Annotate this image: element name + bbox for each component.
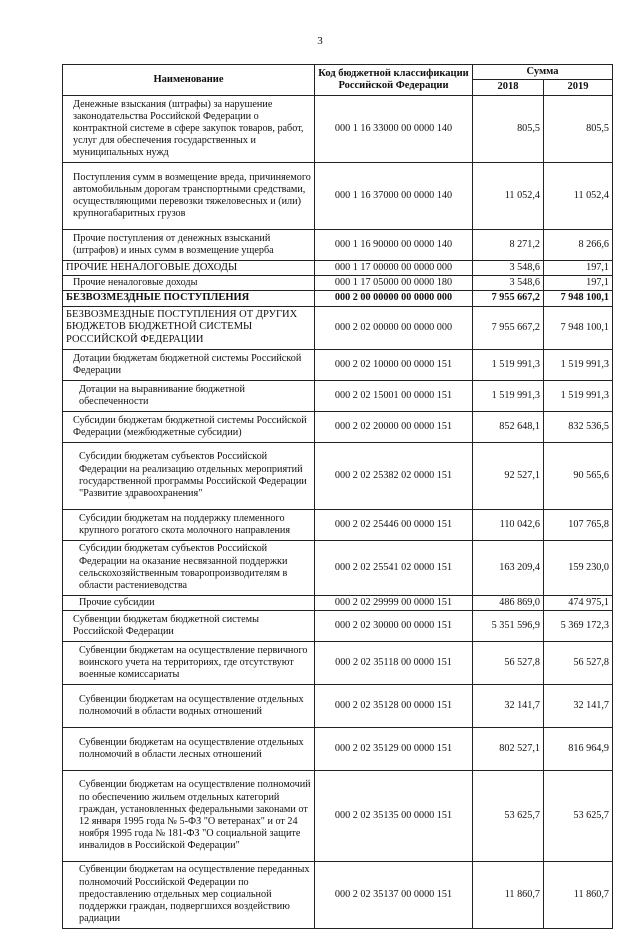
row-name: Субсидии бюджетам бюджетной системы Российской Федерации (межбюджетные субсидии) [63, 411, 315, 442]
row-name: Поступления сумм в возмещение вреда, причиняемого автомобильным дорогам транспортными средствами, осуществляющими перевозки тяжеловесных и (или) крупногабаритных грузов [63, 162, 315, 229]
page-number: 3 [317, 35, 323, 47]
row-value-2019: 832 536,5 [544, 411, 613, 442]
row-value-2018: 5 351 596,9 [473, 610, 544, 641]
row-value-2019: 474 975,1 [544, 595, 613, 610]
row-code: 000 2 02 15001 00 0000 151 [315, 380, 473, 411]
row-name: БЕЗВОЗМЕЗДНЫЕ ПОСТУПЛЕНИЯ [63, 291, 315, 306]
header-name: Наименование [63, 65, 315, 96]
row-value-2018: 3 548,6 [473, 260, 544, 275]
header-year-2019: 2019 [544, 80, 613, 95]
table-row [63, 349, 613, 380]
row-name: Прочие неналоговые доходы [63, 276, 315, 291]
row-value-2019: 1 519 991,3 [544, 349, 613, 380]
row-value-2019: 5 369 172,3 [544, 610, 613, 641]
row-value-2018: 852 648,1 [473, 411, 544, 442]
row-value-2018: 56 527,8 [473, 641, 544, 684]
table-row [63, 770, 613, 861]
row-code: 000 1 17 00000 00 0000 000 [315, 260, 473, 275]
table-row [63, 684, 613, 727]
row-name: Субвенции бюджетам на осуществление полномочий по обеспечению жильем отдельных категорий граждан, установленных федеральными законами от 12 января 1995 года № 5-ФЗ "О ветеранах" и от 24 ноября 1995 года № 181-ФЗ "О социальной защите инвалидов в Российской Федерации" [63, 770, 315, 861]
row-code: 000 2 02 29999 00 0000 151 [315, 595, 473, 610]
row-name: Субвенции бюджетам на осуществление отдельных полномочий в области лесных отношений [63, 727, 315, 770]
row-name: Дотации на выравнивание бюджетной обеспеченности [63, 380, 315, 411]
row-code: 000 1 17 05000 00 0000 180 [315, 276, 473, 291]
row-code: 000 2 02 35135 00 0000 151 [315, 770, 473, 861]
header-year-2018: 2018 [473, 80, 544, 95]
row-value-2018: 110 042,6 [473, 509, 544, 540]
row-code: 000 2 02 35129 00 0000 151 [315, 727, 473, 770]
row-value-2019: 7 948 100,1 [544, 291, 613, 306]
row-code: 000 2 02 25541 02 0000 151 [315, 540, 473, 595]
row-name: Субсидии бюджетам на поддержку племенного крупного рогатого скота молочного направления [63, 509, 315, 540]
table-row [63, 95, 613, 162]
table-row [63, 442, 613, 509]
table-row [63, 260, 613, 275]
row-value-2018: 1 519 991,3 [473, 349, 544, 380]
row-name: Субвенции бюджетам на осуществление первичного воинского учета на территориях, где отсутствуют военные комиссариаты [63, 641, 315, 684]
row-value-2019: 56 527,8 [544, 641, 613, 684]
row-code: 000 1 16 90000 00 0000 140 [315, 229, 473, 260]
row-value-2018: 92 527,1 [473, 442, 544, 509]
row-value-2019: 805,5 [544, 95, 613, 162]
row-code: 000 2 02 35118 00 0000 151 [315, 641, 473, 684]
row-code: 000 2 02 00000 00 0000 000 [315, 306, 473, 349]
row-code: 000 2 02 10000 00 0000 151 [315, 349, 473, 380]
row-value-2018: 163 209,4 [473, 540, 544, 595]
table-row [63, 229, 613, 260]
row-value-2018: 8 271,2 [473, 229, 544, 260]
table-row [63, 411, 613, 442]
table-row [63, 727, 613, 770]
row-value-2018: 3 548,6 [473, 276, 544, 291]
row-name: Прочие поступления от денежных взысканий (штрафов) и иных сумм в возмещение ущерба [63, 229, 315, 260]
row-code: 000 1 16 37000 00 0000 140 [315, 162, 473, 229]
row-code: 000 2 02 25382 02 0000 151 [315, 442, 473, 509]
row-value-2018: 486 869,0 [473, 595, 544, 610]
row-value-2019: 816 964,9 [544, 727, 613, 770]
row-code: 000 2 02 35128 00 0000 151 [315, 684, 473, 727]
row-value-2019: 90 565,6 [544, 442, 613, 509]
row-value-2019: 197,1 [544, 260, 613, 275]
row-value-2019: 107 765,8 [544, 509, 613, 540]
row-name: Субсидии бюджетам субъектов Российской Федерации на оказание несвязанной поддержки сельскохозяйственным товаропроизводителям в области растениеводства [63, 540, 315, 595]
row-value-2019: 159 230,0 [544, 540, 613, 595]
row-value-2018: 7 955 667,2 [473, 291, 544, 306]
row-code: 000 2 00 00000 00 0000 000 [315, 291, 473, 306]
row-value-2018: 11 860,7 [473, 861, 544, 928]
row-name: Субвенции бюджетам на осуществление отдельных полномочий в области водных отношений [63, 684, 315, 727]
row-name: Субвенции бюджетам на осуществление переданных полномочий Российской Федерации по предоставлению отдельных мер социальной поддержки граждан, подвергшихся воздействию радиации [63, 861, 315, 928]
row-code: 000 2 02 20000 00 0000 151 [315, 411, 473, 442]
table-row [63, 610, 613, 641]
row-value-2018: 802 527,1 [473, 727, 544, 770]
row-value-2019: 7 948 100,1 [544, 306, 613, 349]
row-value-2018: 805,5 [473, 95, 544, 162]
row-value-2019: 8 266,6 [544, 229, 613, 260]
table-row [63, 509, 613, 540]
table-row [63, 641, 613, 684]
row-name: ПРОЧИЕ НЕНАЛОГОВЫЕ ДОХОДЫ [63, 260, 315, 275]
row-code: 000 2 02 35137 00 0000 151 [315, 861, 473, 928]
row-value-2018: 1 519 991,3 [473, 380, 544, 411]
row-name: Денежные взыскания (штрафы) за нарушение законодательства Российской Федерации о контрактной системе в сфере закупок товаров, работ, услуг для обеспечения государственных и муниципальных нужд [63, 95, 315, 162]
table-row [63, 276, 613, 291]
table-row [63, 306, 613, 349]
table-row [63, 861, 613, 928]
row-value-2019: 11 860,7 [544, 861, 613, 928]
table-row [63, 162, 613, 229]
row-value-2019: 32 141,7 [544, 684, 613, 727]
row-value-2019: 197,1 [544, 276, 613, 291]
row-value-2018: 11 052,4 [473, 162, 544, 229]
row-value-2019: 1 519 991,3 [544, 380, 613, 411]
budget-revenue-table [62, 64, 613, 929]
row-value-2019: 11 052,4 [544, 162, 613, 229]
table-row [63, 291, 613, 306]
table-row [63, 595, 613, 610]
row-name: БЕЗВОЗМЕЗДНЫЕ ПОСТУПЛЕНИЯ ОТ ДРУГИХ БЮДЖЕТОВ БЮДЖЕТНОЙ СИСТЕМЫ РОССИЙСКОЙ ФЕДЕРАЦИИ [63, 306, 315, 349]
row-value-2018: 32 141,7 [473, 684, 544, 727]
row-value-2019: 53 625,7 [544, 770, 613, 861]
table-body [63, 95, 613, 928]
row-code: 000 2 02 25446 00 0000 151 [315, 509, 473, 540]
row-name: Дотации бюджетам бюджетной системы Российской Федерации [63, 349, 315, 380]
row-name: Субсидии бюджетам субъектов Российской Федерации на реализацию отдельных мероприятий государственной программы Российской Федерации "Развитие здравоохранения" [63, 442, 315, 509]
row-name: Субвенции бюджетам бюджетной системы Российской Федерации [63, 610, 315, 641]
row-value-2018: 7 955 667,2 [473, 306, 544, 349]
table-header-row [63, 65, 613, 80]
row-code: 000 1 16 33000 00 0000 140 [315, 95, 473, 162]
row-value-2018: 53 625,7 [473, 770, 544, 861]
header-sum: Сумма [473, 65, 613, 80]
table-row [63, 540, 613, 595]
table-row [63, 380, 613, 411]
header-code: Код бюджетной классификации Российской Федерации [315, 65, 473, 96]
row-code: 000 2 02 30000 00 0000 151 [315, 610, 473, 641]
row-name: Прочие субсидии [63, 595, 315, 610]
